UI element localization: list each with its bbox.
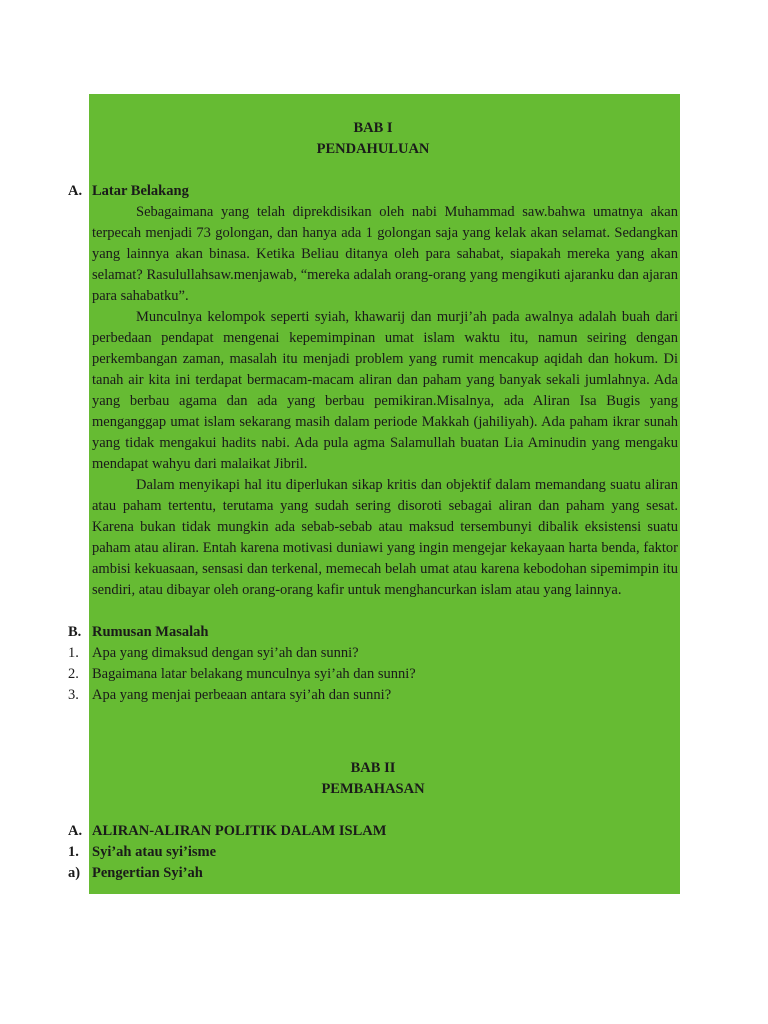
list-item [68,664,678,685]
paragraph-3 [68,475,678,601]
section-2a-heading [68,821,678,842]
section-b-title: Rumusan Masalah [92,624,209,640]
paragraph-3-text: Dalam menyikapi hal itu diperlukan sikap kritis dan objektif dalam memandang suatu aliran atau paham tertentu, terutama yang sudah sering disoroti sebagai aliran dan paham yang sesat. Karena bukan tidak mungkin ada sebab-sebab atau maksud tersembunyi dibalik eksistensi suatu paham atau aliran. Entah karena motivasi duniawi yang ingin mengejar kekayaan harta benda, faktor ambisi kekuasaan, sensasi dan terkenal, memecah belah umat atau karena kebodohan sipemimpin itu sendiri, atau dibayar oleh orang-orang kafir untuk menghancurkan islam atau yang lainnya. [92,477,678,598]
list-item-marker: 3. [68,687,79,703]
section-2a-title: ALIRAN-ALIRAN POLITIK DALAM ISLAM [92,823,387,839]
paragraph-2 [68,307,678,475]
chapter-1-subtitle: PENDAHULUAN [316,141,430,157]
chapter-2-title: BAB II [350,760,396,776]
document-content [68,118,678,884]
section-a-title: Latar Belakang [92,183,189,199]
section-b-marker: B. [68,624,82,640]
list-item-marker: 1. [68,645,79,661]
list-item-text: Apa yang dimaksud dengan syi’ah dan sunni? [92,645,359,661]
chapter-1-title: BAB I [353,120,393,136]
paragraph-1 [68,202,678,307]
list-item-text: Apa yang menjai perbeaan antara syi’ah dan sunni? [92,687,392,703]
list-item-marker: 2. [68,666,79,682]
chapter-2-subtitle: PEMBAHASAN [321,781,425,797]
subsection-a-title: Pengertian Syi’ah [92,865,203,881]
subsection-1-title: Syi’ah atau syi’isme [92,844,217,860]
subsection-1-marker: 1. [68,844,79,860]
section-b-heading [68,622,678,643]
paragraph-1-text: Sebagaimana yang telah diprekdisikan oleh nabi Muhammad saw.bahwa umatnya akan terpecah menjadi 73 golongan, dan hanya ada 1 golongan saja yang kelak akan selamat. Sedangkan yang lainnya akan binasa. Ketika Beliau ditanya oleh para sahabat, siapakah mereka yang akan selamat? Rasulullahsaw.menjawab, “mereka adalah orang-orang yang mengikuti ajaranku dan ajaran para sahabatku”. [92,204,678,304]
list-item [68,685,678,706]
subsection-a-heading [68,863,678,884]
paragraph-2-text: Munculnya kelompok seperti syiah, khawarij dan murji’ah pada awalnya adalah buah dari perbedaan pendapat mengenai kepemimpinan umat islam waktu itu, namun seiring dengan perkembangan zaman, masalah itu menjadi problem yang rumit mencakup aqidah dan hokum. Di tanah air kita ini terdapat bermacam-macam aliran dan paham yang banyak sekali jumlahnya. Ada yang berbau agama dan ada yang berbau pemikiran.Misalnya, ada Aliran Isa Bugis yang menganggap umat islam sekarang masih dalam periode Makkah (jahiliyah). Ada paham ikrar sunah yang tidak mengakui hadits nabi. Ada pula agma Salamullah buatan Lia Aminudin yang mengaku mendapat wahyu dari malaikat Jibril. [92,309,678,472]
section-2a-marker: A. [68,823,83,839]
subsection-a-marker: a) [68,865,81,881]
section-a-heading [68,181,678,202]
list-item-text: Bagaimana latar belakang munculnya syi’ah dan sunni? [92,666,416,682]
subsection-1-heading [68,842,678,863]
list-item [68,643,678,664]
section-a-marker: A. [68,183,83,199]
